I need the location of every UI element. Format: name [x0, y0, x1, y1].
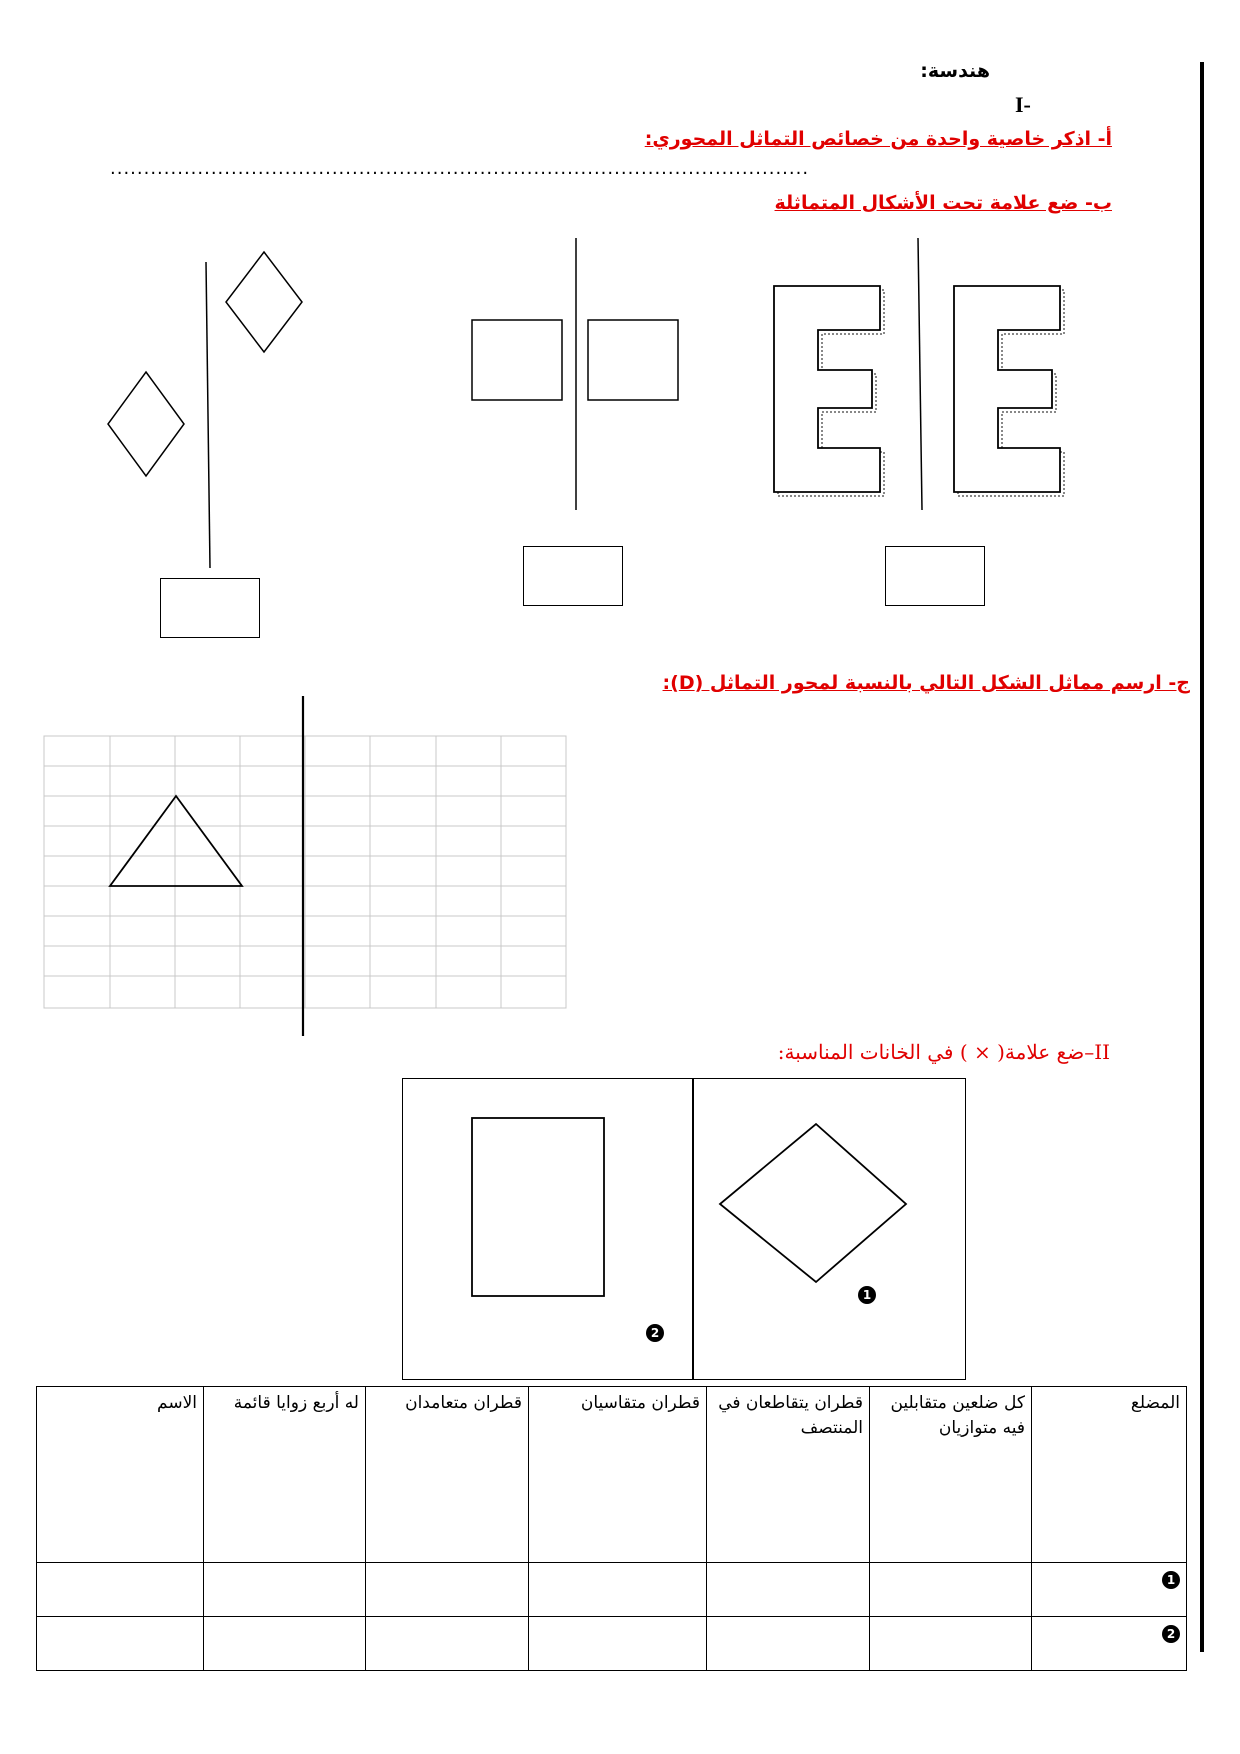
answer-cell[interactable] — [366, 1617, 529, 1671]
header-diagonals-equal: قطران متقاسيان — [529, 1387, 707, 1563]
question-a-answer-dots[interactable]: ........................................................................................................ — [110, 158, 810, 179]
answer-cell[interactable] — [204, 1563, 366, 1617]
answer-cell[interactable] — [707, 1617, 870, 1671]
question-a-label: أ- اذكر خاصية واحدة من خصائص التماثل المحوري: — [644, 128, 1112, 150]
answer-cell[interactable] — [204, 1617, 366, 1671]
properties-table — [36, 1386, 1187, 1671]
page-title: هندسة: — [920, 60, 990, 82]
row-two-marker: 2 — [1162, 1625, 1180, 1643]
marker-two: 2 — [646, 1324, 664, 1342]
table-row — [37, 1563, 1187, 1617]
answer-cell[interactable] — [870, 1563, 1032, 1617]
row-one-marker-cell — [1032, 1563, 1187, 1617]
answer-cell[interactable] — [366, 1563, 529, 1617]
section-one-number: I- — [1015, 92, 1031, 117]
rectangle-shape-two — [472, 1118, 604, 1296]
table-row — [37, 1617, 1187, 1671]
section-two-label: II–ضع علامة( × ) في الخانات المناسبة: — [777, 1040, 1110, 1064]
header-parallel-sides: كل ضلعين متقابلين فيه متوازيان — [870, 1387, 1032, 1563]
row-two-marker-cell — [1032, 1617, 1187, 1671]
header-polygon: المضلع — [1032, 1387, 1187, 1563]
row-one-marker: 1 — [1162, 1571, 1180, 1589]
header-diagonals-perpendicular: قطران متعامدان — [366, 1387, 529, 1563]
answer-cell[interactable] — [37, 1563, 204, 1617]
answer-cell[interactable] — [529, 1563, 707, 1617]
table-header-row — [37, 1387, 1187, 1563]
header-diagonals-bisect: قطران يتقاطعان في المنتصف — [707, 1387, 870, 1563]
header-four-right-angles: له أربع زوايا قائمة — [204, 1387, 366, 1563]
answer-cell[interactable] — [37, 1617, 204, 1671]
answer-cell[interactable] — [707, 1563, 870, 1617]
question-c-label: ج- ارسم مماثل الشكل التالي بالنسبة لمحور التماثل (D): — [662, 672, 1190, 694]
answer-cell[interactable] — [529, 1617, 707, 1671]
question-b-label: ب- ضع علامة تحت الأشكال المتماثلة — [774, 192, 1112, 214]
marker-one: 1 — [858, 1286, 876, 1304]
answer-cell[interactable] — [870, 1617, 1032, 1671]
header-name: الاسم — [37, 1387, 204, 1563]
square-shape-one — [720, 1124, 906, 1282]
